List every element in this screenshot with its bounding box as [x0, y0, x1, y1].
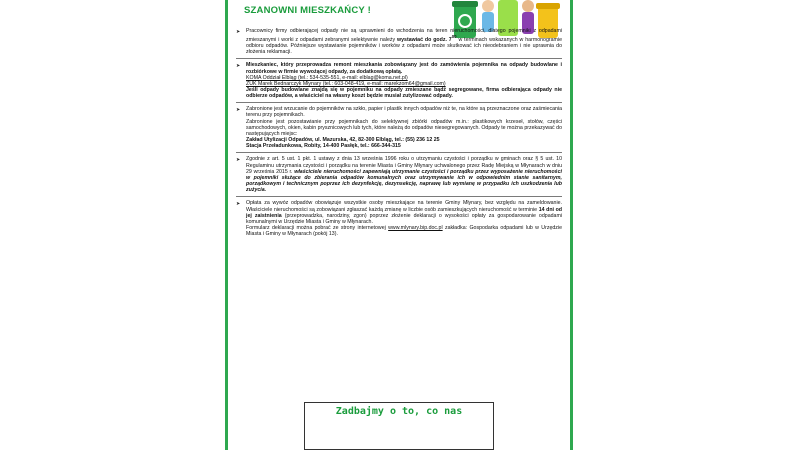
item-text: Pracownicy firmy odbierającej odpady nie są uprawnieni do wchodzenia na teren nieruchomości, dlatego pojemniki z odpadami zmieszanymi i worki z odpadami zebranymi selektywnie należy — [246, 28, 562, 43]
item-bold-italic: właściciele nieruchomości zapewniają utrzymanie czystości i porządku przez wyposażenie nieruchomości w pojemniki służące do zbierania odpadów komunalnych oraz utrzymywanie ich w odpowiednim stanie sanitarnym, porządkowym i technicznym poprzez ich dezynfekcję, dezynsekcję, naprawę lub wymianę w przypadku ich uszkodzenia lub zużycia. — [246, 168, 562, 194]
item-bold-warning: Jeśli odpady budowlane znajdą się w pojemniku na odpady zmieszane bądź segregowane, firma odbierająca odpady nie odbierze odpadów, a właściciel na własny koszt będzie musiał zutylizować odpady. — [246, 87, 562, 100]
arrow-bullet-icon: ➤ — [236, 156, 241, 163]
item-text: w terminach wskazanych w harmonogramie odbioru odpadów. Późniejsze wystawianie pojemników i worków z odpadami może skutkować ich nieodebraniem i nie uprawnia do złożenia reklamacji. — [246, 36, 562, 56]
item-text: Opłata za wywóz odpadów obowiązuje wszystkie osoby mieszkające na terenie Gminy Młynary, bez względu na zameldowanie. Właściciele nieruchomości są zobowiązani zgłaszać każdą zmianę w liczbie osób zamieszkujących nieruchomość w terminie — [246, 200, 562, 213]
notice-item-renovation-waste — [236, 62, 562, 99]
item-bold: 14 dni od jej zaistnienia — [246, 206, 563, 219]
leaflet-page — [225, 0, 573, 450]
address-utilization-plant: Zakład Utylizacji Odpadów, ul. Mazurska, 42, 82-300 Elbląg, tel.: (55) 236 12 25 — [246, 137, 440, 144]
item-superscript: 00 — [451, 34, 457, 40]
page-title: SZANOWNI MIESZKAŃCY ! — [244, 5, 371, 16]
notice-item-fees — [236, 200, 562, 237]
item-bold: wystawiać do godz. 7 — [397, 36, 452, 43]
item-bold: Mieszkaniec, który przeprowadza remont mieszkania zobowiązany jest do zamówienia pojemnika na odpady budowlane i rozbiórkowe w firmie wywożącej odpady, za dodatkową opłatą. — [246, 62, 562, 75]
arrow-bullet-icon: ➤ — [236, 28, 241, 35]
notice-item-collection-time — [236, 28, 562, 55]
item-text: Formularz deklaracji można pobrać ze strony internetowej — [246, 224, 389, 231]
divider — [236, 102, 562, 103]
arrow-bullet-icon: ➤ — [236, 106, 241, 113]
slogan-box — [304, 402, 494, 450]
item-text: Zabronione jest pozostawianie przy pojemnikach do selektywnej zbiórki odpadów m.in.: plastikowych krzeseł, stołów, części samochodowych, okien, kabin prysznicowych lub tych, które należą do odpadów niesegregowanych. Odpady te można przekazywać do następujących miejsc: — [246, 118, 562, 137]
contact-koma: KOMA Oddział Elbląg (tel.: 534-535-551, e-mail: elblag@koma.net.pl) — [246, 74, 408, 81]
divider — [236, 152, 562, 153]
slogan-text: Zadbajmy o to, co nas — [335, 406, 463, 417]
item-text: Zabronione jest wrzucanie do pojemników na szkło, papier i plastik innych odpadów niż te, na które są przeznaczone oraz zaśmiecania terenu przy pojemnikach. — [246, 106, 562, 119]
item-text: Zgodnie z art. 5 ust. 1 pkt. 1 ustawy z dnia 13 września 1996 roku o utrzymaniu czystości i porządku w gminach oraz § 5 ust. 10 Regulaminu utrzymania czystości i porządku na terenie Miasta i Gminy Młynary uchwalonego przez Radę Miejską w Młynarach w dniu 29 września 2015 r. — [246, 156, 562, 175]
arrow-bullet-icon: ➤ — [236, 200, 241, 207]
arrow-bullet-icon: ➤ — [236, 62, 241, 69]
item-text: (przeprowadzka, narodziny, zgon) poprzez złożenie deklaracji o wysokości opłaty za gospodarowanie odpadami komunalnymi w Urzędzie Miasta i Gminy w Młynarach. — [246, 212, 562, 225]
contact-zuk: ZUK Marek Bednarczyk Młynary (tel.: 603-048-419, e-mail: marekzom64@gmail.com) — [246, 80, 446, 87]
notice-list — [236, 28, 562, 237]
website-link[interactable]: www.mlynary.bip.doc.pl — [388, 224, 443, 231]
address-transfer-station: Stacja Przeładunkowa, Robity, 14-400 Pasłęk, tel.: 666-344-315 — [246, 143, 401, 150]
divider — [236, 196, 562, 197]
item-text: zakładka: Gospodarka odpadami lub w Urzędzie Miasta i Gminy w Młynarach (pokój 13). — [246, 224, 562, 238]
notice-item-owner-duties — [236, 156, 562, 193]
notice-item-forbidden-waste — [236, 106, 562, 149]
divider — [236, 58, 562, 59]
